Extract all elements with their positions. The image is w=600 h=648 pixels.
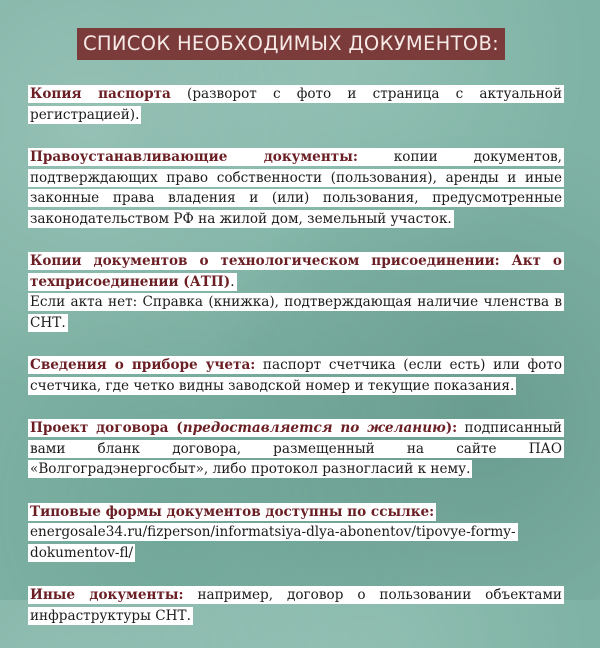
section-heading: Правоустанавливающие документы: [30, 149, 358, 165]
section-ownership-documents [28, 147, 564, 229]
forms-link[interactable]: energosale34.ru/fizperson/informatsiya-dlya-abonentov/tipovye-formy-dokumentov-fl/ [30, 524, 516, 561]
section-text: (разворот с фото и страница с актуальной регистрацией). [30, 86, 563, 123]
section-heading-end: ): [445, 420, 458, 436]
section-heading: Сведения о приборе учета: [30, 357, 256, 373]
section-heading: Проект договора ( [30, 420, 183, 436]
section-meter-info [28, 355, 564, 396]
section-text: . [230, 273, 235, 290]
section-template-forms [28, 502, 564, 564]
section-passport [28, 84, 564, 125]
section-heading: Копия паспорта [30, 86, 171, 102]
section-other-documents [28, 585, 564, 626]
section-heading: Иные документы: [30, 587, 184, 603]
section-heading: Копии документов о технологическом присоединении: Акт о техприсоединении (АТП) [30, 253, 562, 290]
section-tech-connection [28, 251, 564, 333]
document-list [28, 84, 564, 648]
section-text: копии документов, подтверждающих право собственности (пользования), аренды и иные законные права владения и (или) пользования, предусмотренные законодательством РФ на жилой дом, земельный участок. [30, 149, 562, 227]
section-text-alt: Если акта нет: Справка (книжка), подтверждающая наличие членства в СНТ. [30, 294, 562, 331]
section-text: например, договор о пользовании объектами инфраструктуры СНТ. [30, 587, 562, 624]
section-heading-italic: предоставляется по желанию [182, 420, 446, 436]
page-title: СПИСОК НЕОБХОДИМЫХ ДОКУМЕНТОВ: [77, 28, 505, 60]
section-text: паспорт счетчика (если есть) или фото счетчика, где четко видны заводской номер и текущие показания. [30, 357, 563, 394]
section-contract-draft [28, 418, 564, 480]
section-text: подписанный вами бланк договора, размещенный на сайте ПАО «Волгоградэнергосбыт», либо протокол разногласий к нему. [30, 420, 562, 477]
section-heading: Типовые формы документов доступны по ссылке: [30, 503, 435, 520]
